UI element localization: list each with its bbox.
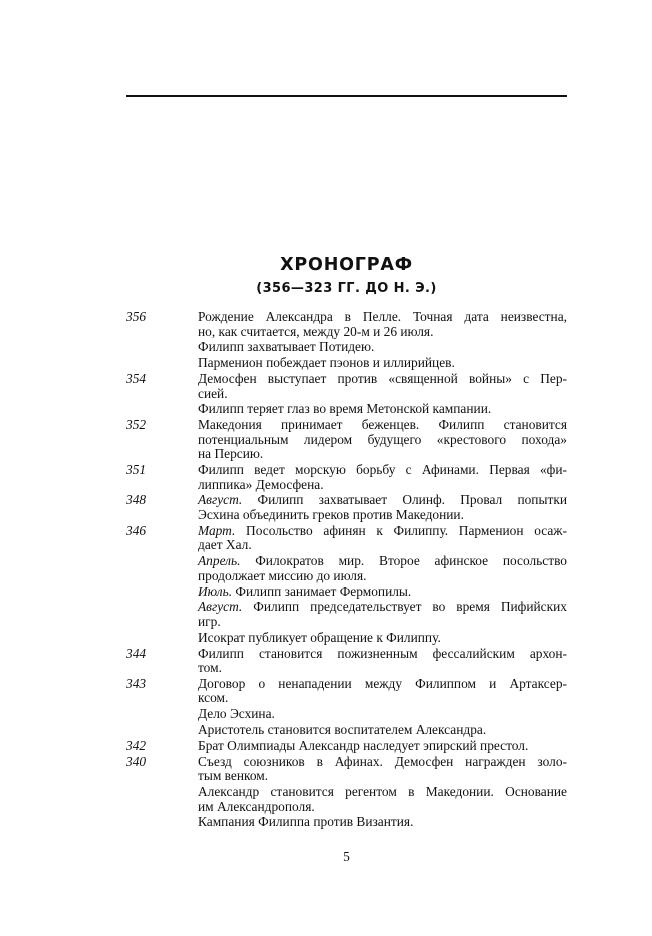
text-line (198, 493, 567, 508)
entry-year: 346 (126, 522, 147, 538)
top-rule (126, 95, 567, 97)
text-line: Дело Эсхина. (198, 706, 275, 722)
entry-year: 356 (126, 309, 147, 324)
page-number: 5 (343, 849, 350, 864)
text-line: Кампания Филиппа против Византия. (198, 814, 414, 830)
entry-paragraph (198, 600, 567, 629)
text-line: дает Хал. (198, 537, 252, 553)
text-line: на Персию. (198, 446, 264, 462)
line-text: Филипп занимает Фермопилы. (232, 583, 412, 599)
chronology-entry (126, 755, 567, 832)
month-label: Август. (198, 599, 243, 615)
text-line: Македония принимает беженцев. Филипп становится (198, 417, 567, 433)
entry-text (198, 739, 567, 755)
month-label: Март. (198, 522, 236, 538)
text-line: им Александрополя. (198, 798, 315, 814)
entry-text (198, 755, 567, 832)
line-text: Посольство афинян к Филиппу. Парменион осаж- (235, 522, 567, 538)
entry-year: 342 (126, 737, 147, 753)
entry-text (198, 418, 567, 463)
text-line: Аристотель становится воспитателем Александра. (198, 722, 487, 738)
entry-paragraph (198, 755, 567, 784)
entry-year: 351 (126, 462, 147, 478)
entry-text (198, 463, 567, 493)
entry-paragraph (198, 524, 567, 553)
text-line: ксом. (198, 690, 229, 706)
entry-paragraph (198, 402, 567, 417)
entry-paragraph (198, 585, 567, 600)
chronology-entry (126, 372, 567, 418)
entry-year: 344 (126, 645, 147, 661)
entry-text (198, 372, 567, 418)
chronology-entry (126, 418, 567, 463)
text-line: Парменион побеждает пэонов и иллирийцев. (198, 355, 455, 371)
chronology-entry (126, 739, 567, 755)
text-line (198, 585, 567, 600)
line-text: Филократов мир. Второе афинское посольство (240, 553, 567, 569)
line-text: Филипп председательствует во время Пифийских (242, 599, 567, 615)
chronology-entry (126, 493, 567, 523)
entry-paragraph (198, 356, 567, 371)
entry-paragraph (198, 785, 567, 814)
text-line (198, 554, 567, 569)
chronology-entry (126, 677, 567, 739)
text-line: потенциальным лидером будущего «крестового похода» (198, 431, 567, 447)
text-line: Эсхина объединить греков против Македонии. (198, 507, 464, 523)
entry-paragraph (198, 463, 567, 492)
entry-text (198, 310, 567, 372)
line-text: Филипп захватывает Олинф. Провал попытки (242, 492, 567, 508)
entry-text (198, 493, 567, 523)
entry-paragraph (198, 554, 567, 583)
text-line: Демосфен выступает против «священной войны» с Пер- (198, 370, 567, 386)
entry-paragraph (198, 677, 567, 706)
entry-year: 340 (126, 753, 147, 769)
chronology-entry (126, 310, 567, 372)
text-line: Исократ публикует обращение к Филиппу. (198, 629, 441, 645)
text-line: продолжает миссию до июля. (198, 567, 367, 583)
entry-paragraph (198, 418, 567, 462)
entry-paragraph (198, 493, 567, 522)
entry-text (198, 677, 567, 739)
page-subtitle: (356—323 ГГ. ДО Н. Э.) (256, 281, 437, 296)
text-line: сией. (198, 385, 228, 401)
text-line: липпика» Демосфена. (198, 476, 324, 492)
entry-paragraph (198, 815, 567, 830)
text-line: Брат Олимпиады Александр наследует эпирский престол. (198, 737, 529, 753)
entry-paragraph (198, 340, 567, 355)
chronology-entry (126, 524, 567, 647)
entry-paragraph (198, 310, 567, 339)
chronology-entry (126, 463, 567, 493)
entry-paragraph (198, 739, 567, 754)
text-line: Филипп теряет глаз во время Метонской кампании. (198, 401, 492, 417)
entry-paragraph (198, 723, 567, 738)
text-line (198, 524, 567, 539)
entry-paragraph (198, 631, 567, 646)
text-line: тым венком. (198, 768, 269, 784)
entry-year: 348 (126, 492, 147, 508)
month-label: Июль. (198, 583, 233, 599)
text-line: Съезд союзников в Афинах. Демосфен награжден золо- (198, 753, 567, 769)
text-line: игр. (198, 613, 221, 629)
month-label: Август. (198, 492, 243, 508)
text-line (198, 600, 567, 615)
entry-paragraph (198, 372, 567, 401)
text-line: Филипп захватывает Потидею. (198, 339, 375, 355)
month-label: Апрель. (198, 553, 241, 569)
chronology-list (126, 310, 567, 831)
entry-paragraph (198, 707, 567, 722)
entry-paragraph (198, 647, 567, 676)
text-line: Александр становится регентом в Македонии. Основание (198, 783, 567, 799)
text-line: Рождение Александра в Пелле. Точная дата неизвестна, (198, 309, 567, 324)
text-line: Филипп становится пожизненным фессалийским архон- (198, 645, 567, 661)
entry-text (198, 647, 567, 677)
page-title: ХРОНОГРАФ (280, 255, 413, 275)
chronology-entry (126, 647, 567, 677)
entry-year: 352 (126, 417, 147, 433)
text-line: но, как считается, между 20-м и 26 июля. (198, 323, 434, 339)
entry-text (198, 524, 567, 647)
text-line: Филипп ведет морскую борьбу с Афинами. Первая «фи- (198, 462, 567, 478)
text-line: том. (198, 660, 222, 676)
text-line: Договор о ненападении между Филиппом и Артаксер- (198, 675, 567, 691)
entry-year: 354 (126, 370, 147, 386)
entry-year: 343 (126, 675, 147, 691)
